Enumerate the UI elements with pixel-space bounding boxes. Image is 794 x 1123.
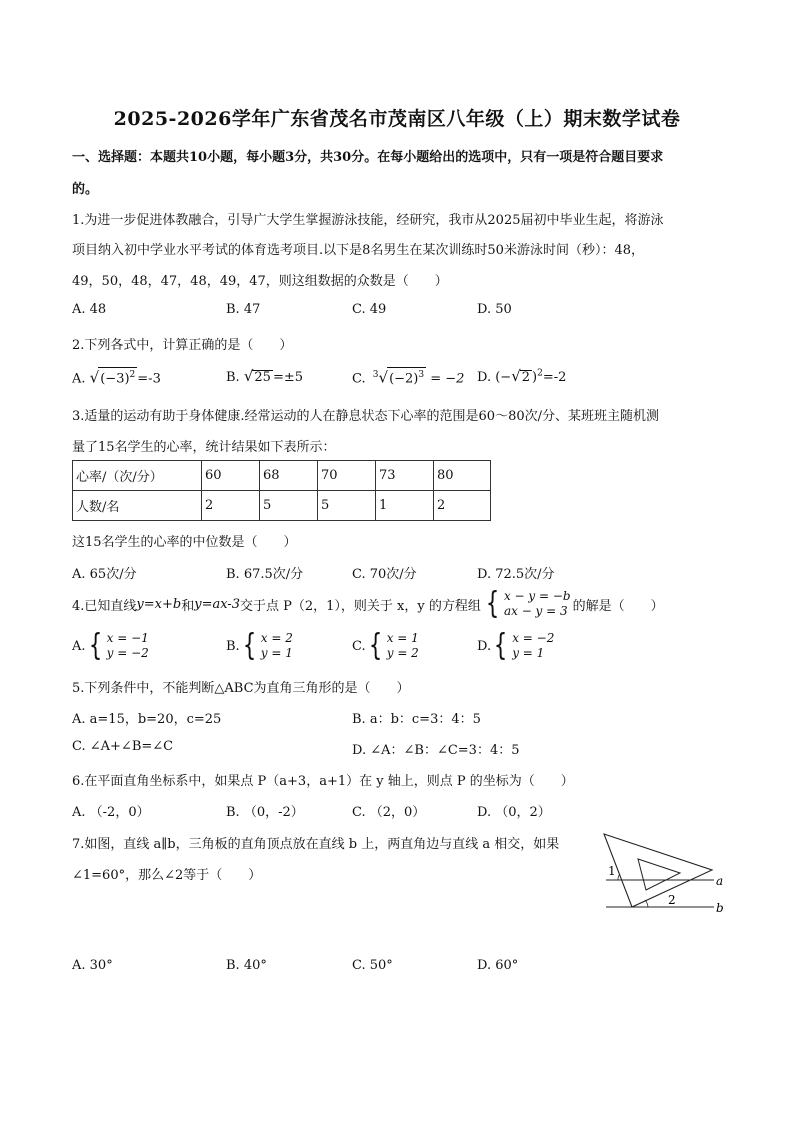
q3-question: 这15名学生的心率的中位数是（ ） — [72, 535, 297, 550]
q1-line3: 49，50，48，47，48，49，47，则这组数据的众数是（ ） — [72, 274, 448, 289]
table-cell: 5 — [260, 491, 318, 521]
q4-a-eq2: y = −2 — [106, 646, 149, 660]
q2-b-label: B. — [226, 370, 240, 385]
q2-c-radicand: (−2) — [389, 371, 419, 387]
q3-option-b: B. 67.5次/分 — [226, 567, 304, 582]
q4-c-eq1: x = 1 — [386, 631, 419, 645]
q2-b-radicand: 25 — [254, 370, 271, 385]
q4-and: 和 — [181, 598, 195, 614]
q4-d-label: D. — [477, 638, 492, 654]
angle-1-arc — [618, 874, 620, 880]
q2-d-exp: 2 — [537, 368, 543, 379]
q4-b-eq2: y = 1 — [260, 646, 293, 660]
q4-b-eq1: x = 2 — [260, 631, 293, 645]
q3-line1: 3.适量的运动有助于身体健康.经常运动的人在静息状态下心率的范围是60～80次/分、某班班主随机测 — [72, 409, 660, 424]
q4-a-eq1: x = −1 — [106, 631, 149, 645]
q6-option-c: C. （2，0） — [352, 805, 426, 820]
q4-line2-expr: y=ax-3 — [194, 596, 240, 612]
q6-stem: 6.在平面直角坐标系中，如果点 P（a+3，a+1）在 y 轴上，则点 P 的坐标为（ ） — [72, 774, 574, 789]
table-cell: 人数/名 — [73, 491, 202, 521]
table-row — [73, 491, 491, 521]
q5-option-d: D. ∠A：∠B：∠C=3：4：5 — [352, 743, 520, 758]
section-heading-line2: 的。 — [72, 182, 99, 197]
q2-a-result: =-3 — [137, 371, 161, 387]
q2-d-open: (− — [495, 370, 512, 385]
q5-option-a: A. a=15，b=20，c=25 — [72, 712, 222, 727]
q4-stem-a: 4.已知直线 — [72, 598, 137, 614]
q4-sys-eq1: x − y = −b — [503, 589, 571, 603]
triangle-inner — [638, 859, 680, 890]
q2-d-label: D. — [477, 370, 492, 385]
table-row — [73, 461, 491, 491]
q3-option-d: D. 72.5次/分 — [477, 567, 555, 582]
q4-option-a: A. { x = −1 y = −2 — [72, 628, 149, 663]
q4-stem — [72, 586, 664, 621]
q4-option-d: D. { x = −2 y = 1 — [477, 628, 555, 663]
q4-system: { x − y = −b ax − y = 3 — [485, 586, 571, 621]
q2-a-exp: 2 — [129, 370, 136, 380]
q2-a-radicand: (−3) — [100, 371, 130, 387]
label-b: b — [716, 901, 724, 915]
q1-option-b: B. 47 — [226, 302, 261, 317]
q1-line2: 项目纳入初中学业水平考试的体育选考项目.以下是8名男生在某次训练时50米游泳时间（秒）：48， — [72, 243, 644, 258]
q2-option-d: D. (−√2 )$^2$=-2 — [477, 367, 567, 385]
q2-c-result: = −2 — [426, 371, 465, 387]
q4-sys-eq2: ax − y = 3 — [503, 604, 568, 618]
q3-option-a: A. 65次/分 — [72, 567, 137, 582]
q2-stem: 2.下列各式中，计算正确的是（ ） — [72, 338, 293, 353]
q2-c-exp: 3 — [418, 370, 425, 380]
q3-line2: 量了15名学生的心率，统计结果如下表所示： — [72, 440, 336, 455]
q7-option-c: C. 50° — [352, 958, 393, 973]
q1-option-a: A. 48 — [72, 302, 107, 317]
q6-option-d: D. （0，2） — [477, 805, 551, 820]
q4-d-eq2: y = 1 — [512, 646, 545, 660]
label-a: a — [716, 874, 724, 888]
label-2: 2 — [668, 893, 676, 907]
q6-option-a: A. （-2，0） — [72, 805, 150, 820]
table-cell: 80 — [434, 461, 491, 491]
q2-c-label: C. — [352, 371, 366, 387]
q4-option-b: B. { x = 2 y = 1 — [226, 628, 293, 663]
q2-option-c: C. $^3√(-2)^3 = -2$ — [352, 368, 465, 387]
q2-a-label: A. — [72, 371, 86, 387]
q1-option-c: C. 49 — [352, 302, 387, 317]
table-cell: 73 — [376, 461, 434, 491]
section-heading-line1: 一、选择题：本题共10小题，每小题3分，共30分。在每小题给出的选项中，只有一项是符合题目要求 — [72, 150, 664, 165]
table-cell: 68 — [260, 461, 318, 491]
q4-option-c: C. { x = 1 y = 2 — [352, 628, 419, 663]
q4-d-eq1: x = −2 — [512, 631, 555, 645]
table-cell: 2 — [202, 491, 260, 521]
q1-option-d: D. 50 — [477, 302, 512, 317]
q7-line2: ∠1=60°，那么∠2等于（ ） — [72, 868, 262, 883]
q4-a-label: A. — [72, 638, 86, 654]
q2-b-result: =±5 — [272, 370, 303, 385]
table-cell: 心率/（次/分） — [73, 461, 202, 491]
q4-c-eq2: y = 2 — [386, 646, 419, 660]
q7-option-a: A. 30° — [72, 958, 113, 973]
table-cell: 1 — [376, 491, 434, 521]
q3-option-c: C. 70次/分 — [352, 567, 417, 582]
angle-2-arc — [645, 900, 648, 907]
q7-option-b: B. 40° — [226, 958, 267, 973]
heart-rate-table — [72, 460, 491, 521]
q1-line1: 1.为进一步促进体教融合，引导广大学生掌握游泳技能，经研究，我市从2025届初中毕业生起，将游泳 — [72, 213, 664, 228]
table-cell: 2 — [434, 491, 491, 521]
q4-stem-c: 的解是（ ） — [572, 598, 664, 614]
q2-option-b: B. √25 =±5 — [226, 367, 303, 385]
q5-option-c: C. ∠A+∠B=∠C — [72, 739, 174, 754]
q4-c-label: C. — [352, 638, 366, 654]
page-title: 2025-2026学年广东省茂名市茂南区八年级（上）期末数学试卷 — [113, 108, 681, 130]
q2-d-radicand: 2 — [521, 370, 531, 385]
q4-line1-expr: y=x+b — [136, 596, 182, 612]
q4-b-label: B. — [226, 638, 240, 654]
q7-option-d: D. 60° — [477, 958, 519, 973]
q2-c-index: 3 — [372, 370, 379, 380]
q4-stem-b: 交于点 P（2，1），则关于 x，y 的方程组 — [239, 598, 481, 614]
q7-figure — [598, 828, 730, 920]
table-cell: 5 — [318, 491, 376, 521]
q2-option-a: A. $√(-3)^2 =-3$ — [72, 368, 161, 387]
table-cell: 60 — [202, 461, 260, 491]
q5-stem: 5.下列条件中，不能判断△ABC为直角三角形的是（ ） — [72, 681, 410, 696]
label-1: 1 — [608, 864, 616, 878]
triangle-outer — [604, 834, 712, 907]
table-cell: 70 — [318, 461, 376, 491]
q2-d-close: ) — [532, 370, 538, 385]
q2-d-result: =-2 — [542, 370, 567, 385]
q5-option-b: B. a：b：c=3：4：5 — [352, 712, 481, 727]
q7-line1: 7.如图，直线 a∥b，三角板的直角顶点放在直线 b 上，两直角边与直线 a 相交，如果 — [72, 837, 560, 852]
q6-option-b: B. （0，-2） — [226, 805, 304, 820]
